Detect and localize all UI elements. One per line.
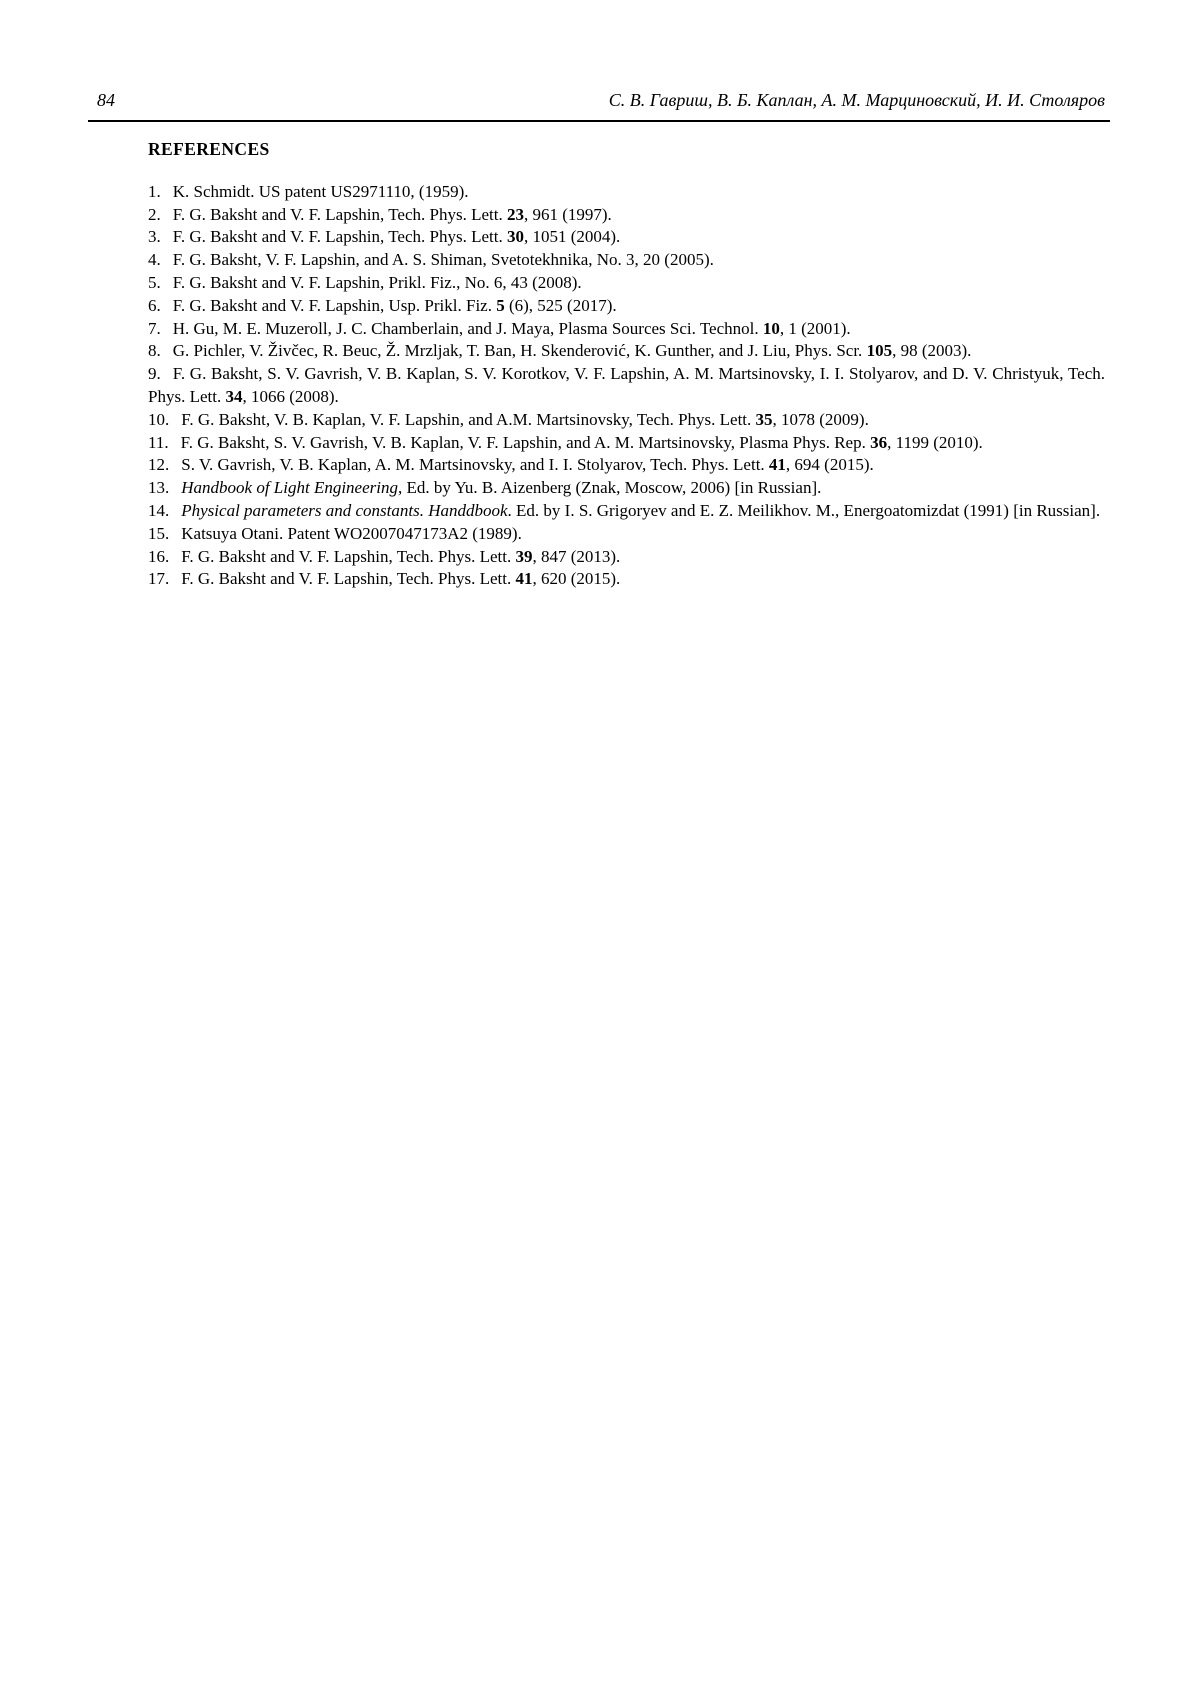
- reference-number: 13.: [148, 478, 170, 498]
- reference-number: 3.: [148, 227, 161, 247]
- volume-number: 23: [506, 204, 524, 224]
- reference-text: F. G. Baksht and V. F. Lapshin, Prikl. Fiz., No. 6, 43 (2008).: [172, 272, 582, 292]
- reference-text: (6), 525 (2017).: [504, 295, 617, 315]
- reference-item: [148, 477, 1105, 500]
- reference-text: , 847 (2013).: [532, 546, 621, 566]
- reference-item: [148, 523, 1105, 546]
- reference-item: [148, 318, 1105, 341]
- running-authors: С. В. Гавриш, В. Б. Каплан, А. М. Марциновский, И. И. Столяров: [608, 90, 1105, 110]
- header-rule: [88, 120, 1110, 122]
- reference-item: [148, 226, 1105, 249]
- reference-number: 1.: [148, 181, 161, 201]
- reference-number: 5.: [148, 272, 161, 292]
- reference-text: F. G. Baksht, S. V. Gavrish, V. B. Kaplan, S. V. Korotkov, V. F. Lapshin, A. M. Martsinovsky, I. I. Stolyarov, and D. V. Christyuk, Tech. Phys. Lett.: [148, 364, 1105, 406]
- page-number: 84: [97, 90, 115, 110]
- volume-number: 5: [496, 295, 505, 315]
- volume-number: 36: [870, 432, 888, 452]
- references-list: [148, 181, 1105, 591]
- reference-number: 11.: [148, 432, 169, 452]
- reference-number: 16.: [148, 546, 170, 566]
- reference-text: , 694 (2015).: [785, 455, 874, 475]
- reference-item: [148, 204, 1105, 227]
- reference-text: , 1066 (2008).: [242, 386, 339, 406]
- reference-item: [148, 409, 1105, 432]
- reference-text: , 1078 (2009).: [772, 409, 869, 429]
- reference-text: F. G. Baksht and V. F. Lapshin, Tech. Phys. Lett.: [172, 204, 507, 224]
- reference-item: [148, 568, 1105, 591]
- running-header: [97, 91, 1105, 111]
- volume-number: 41: [515, 569, 533, 589]
- reference-number: 17.: [148, 569, 170, 589]
- reference-text: F. G. Baksht, V. F. Lapshin, and A. S. Shiman, Svetotekhnika, No. 3, 20 (2005).: [172, 250, 714, 270]
- reference-number: 8.: [148, 341, 161, 361]
- volume-number: 35: [755, 409, 773, 429]
- reference-item: [148, 181, 1105, 204]
- reference-text: Katsuya Otani. Patent WO2007047173A2 (1989).: [181, 523, 522, 543]
- reference-number: 15.: [148, 523, 170, 543]
- reference-number: 2.: [148, 204, 161, 224]
- reference-item: [148, 272, 1105, 295]
- reference-item: [148, 295, 1105, 318]
- reference-number: 7.: [148, 318, 161, 338]
- reference-text: , 1051 (2004).: [523, 227, 621, 247]
- reference-text: , 98 (2003).: [892, 341, 972, 361]
- volume-number: 10: [762, 318, 780, 338]
- reference-item: [148, 546, 1105, 569]
- reference-item: [148, 432, 1105, 455]
- reference-text: F. G. Baksht and V. F. Lapshin, Tech. Phys. Lett.: [181, 546, 516, 566]
- reference-number: 12.: [148, 455, 170, 475]
- reference-text: G. Pichler, V. Živčec, R. Beuc, Ž. Mrzljak, T. Ban, H. Skenderović, K. Gunther, and J. Liu, Phys. Scr.: [172, 341, 867, 361]
- volume-number: 39: [515, 546, 533, 566]
- reference-text: H. Gu, M. E. Muzeroll, J. C. Chamberlain, and J. Maya, Plasma Sources Sci. Technol.: [172, 318, 763, 338]
- reference-number: 14.: [148, 500, 170, 520]
- volume-number: 34: [225, 386, 243, 406]
- reference-text: F. G. Baksht and V. F. Lapshin, Tech. Phys. Lett.: [172, 227, 507, 247]
- reference-item: [148, 454, 1105, 477]
- reference-text: S. V. Gavrish, V. B. Kaplan, A. M. Martsinovsky, and I. I. Stolyarov, Tech. Phys. Lett.: [181, 455, 769, 475]
- reference-text: . Ed. by I. S. Grigoryev and E. Z. Meilikhov. M., Energoatomizdat (1991) [in Russian].: [507, 500, 1101, 520]
- reference-number: 10.: [148, 409, 170, 429]
- reference-item: [148, 500, 1105, 523]
- reference-text: , 620 (2015).: [532, 569, 621, 589]
- reference-text: F. G. Baksht, V. B. Kaplan, V. F. Lapshin, and A.M. Martsinovsky, Tech. Phys. Lett.: [181, 409, 756, 429]
- reference-item: [148, 363, 1105, 409]
- book-title: Physical parameters and constants. Handdbook: [181, 500, 508, 520]
- reference-number: 9.: [148, 364, 161, 384]
- book-title: Handbook of Light Engineering: [181, 478, 398, 498]
- reference-number: 4.: [148, 250, 161, 270]
- reference-item: [148, 249, 1105, 272]
- volume-number: 30: [506, 227, 524, 247]
- reference-text: , Ed. by Yu. B. Aizenberg (Znak, Moscow, 2006) [in Russian].: [397, 478, 822, 498]
- reference-text: F. G. Baksht and V. F. Lapshin, Tech. Phys. Lett.: [181, 569, 516, 589]
- reference-text: K. Schmidt. US patent US2971110, (1959).: [172, 181, 469, 201]
- reference-text: , 1199 (2010).: [887, 432, 983, 452]
- reference-number: 6.: [148, 295, 161, 315]
- volume-number: 41: [768, 455, 786, 475]
- references-heading: REFERENCES: [148, 138, 270, 159]
- volume-number: 105: [866, 341, 893, 361]
- reference-text: F. G. Baksht and V. F. Lapshin, Usp. Prikl. Fiz.: [172, 295, 497, 315]
- reference-text: , 961 (1997).: [523, 204, 612, 224]
- reference-item: [148, 340, 1105, 363]
- reference-text: F. G. Baksht, S. V. Gavrish, V. B. Kaplan, V. F. Lapshin, and A. M. Martsinovsky, Plasma Phys. Rep.: [180, 432, 871, 452]
- reference-text: , 1 (2001).: [779, 318, 851, 338]
